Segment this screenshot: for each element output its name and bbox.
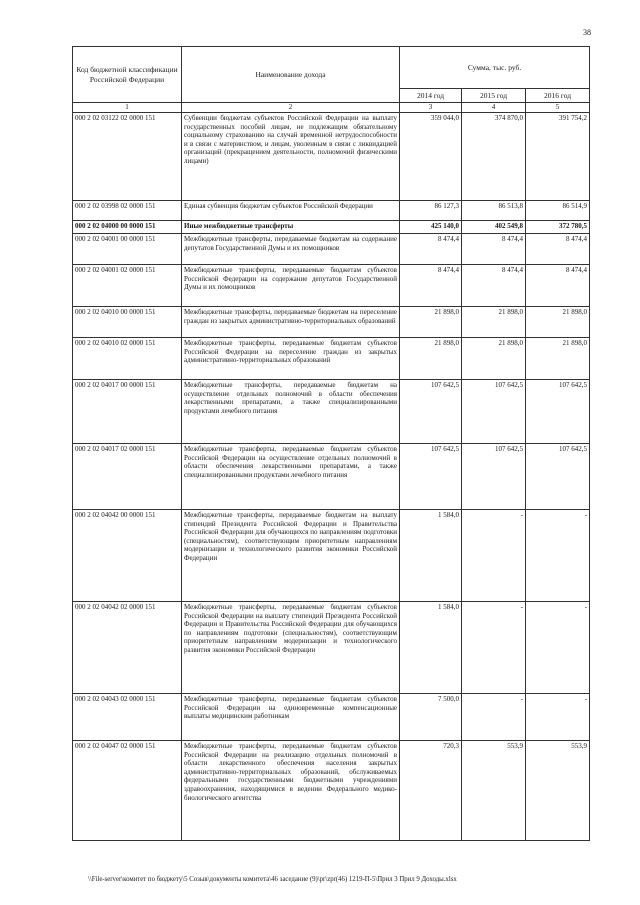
revenue-name-cell: Субвенции бюджетам субъектов Российской Федерации на выплату государственных пособий лицам, не подлежащим обязательному социальному страхованию на случай временной нетрудоспособности и в связи с материнством, и лицам, уволенным в связи с ликвидацией организаций (прекращением деятельности, полномочий физическими лицами) (182, 113, 400, 201)
amount-2016-cell: 8 474,4 (526, 234, 590, 265)
amount-2016-cell: - (526, 694, 590, 741)
table-row (73, 694, 590, 741)
revenue-name-cell: Единая субвенция бюджетам субъектов Российской Федерации (182, 201, 400, 221)
table-row (73, 307, 590, 338)
amount-2014-cell: 8 474,4 (400, 234, 462, 265)
budget-code-cell: 000 2 02 04001 00 0000 151 (73, 234, 182, 265)
budget-code-cell: 000 2 02 04017 02 0000 151 (73, 444, 182, 510)
amount-2016-cell: 391 754,2 (526, 113, 590, 201)
revenue-name-cell: Межбюджетные трансферты, передаваемые бюджетам на осуществление отдельных полномочий в области обеспечения лекарственными препаратами, а также специализированными продуктами лечебного питания (182, 380, 400, 444)
amount-2015-cell: 21 898,0 (462, 338, 526, 380)
budget-code-cell: 000 2 02 04010 00 0000 151 (73, 307, 182, 338)
header-sum: Сумма, тыс. руб. (400, 47, 590, 89)
amount-2015-cell: - (462, 602, 526, 694)
table-row (73, 221, 590, 234)
amount-2014-cell: 107 642,5 (400, 444, 462, 510)
header-code: Код бюджетной классификации Российской Федерации (73, 47, 182, 103)
budget-code-cell: 000 2 02 04010 02 0000 151 (73, 338, 182, 380)
budget-code-cell: 000 2 02 04042 00 0000 151 (73, 510, 182, 602)
amount-2014-cell: 720,3 (400, 741, 462, 841)
page-number: 38 (583, 28, 591, 37)
table-row (73, 201, 590, 221)
amount-2015-cell: - (462, 694, 526, 741)
table-row (73, 602, 590, 694)
column-number: 4 (462, 103, 526, 113)
table-row (73, 444, 590, 510)
revenue-name-cell: Иные межбюджетные трансферты (182, 221, 400, 234)
amount-2014-cell: 1 584,0 (400, 510, 462, 602)
budget-code-cell: 000 2 02 04001 02 0000 151 (73, 265, 182, 307)
amount-2015-cell: 8 474,4 (462, 234, 526, 265)
header-name: Наименование дохода (182, 47, 400, 103)
amount-2014-cell: 359 044,0 (400, 113, 462, 201)
column-number: 1 (73, 103, 182, 113)
revenue-name-cell: Межбюджетные трансферты, передаваемые бюджетам на переселение граждан из закрытых административно-территориальных образований (182, 307, 400, 338)
amount-2015-cell: 402 549,8 (462, 221, 526, 234)
amount-2014-cell: 7 500,0 (400, 694, 462, 741)
amount-2016-cell: 21 898,0 (526, 307, 590, 338)
budget-code-cell: 000 2 02 04047 02 0000 151 (73, 741, 182, 841)
table-row (73, 234, 590, 265)
amount-2015-cell: 8 474,4 (462, 265, 526, 307)
table-row (73, 338, 590, 380)
table-row (73, 741, 590, 841)
table-row (73, 510, 590, 602)
amount-2014-cell: 107 642,5 (400, 380, 462, 444)
revenue-name-cell: Межбюджетные трансферты, передаваемые бюджетам на выплату стипендий Президента Российской Федерации и Правительства Российской Федерации для обучающихся по направлениям подготовки (специальностям), соответствующим приоритетным направлениям модернизации и технологического развития экономики Российской Федерации (182, 510, 400, 602)
amount-2015-cell: 86 513,8 (462, 201, 526, 221)
amount-2016-cell: 372 780,5 (526, 221, 590, 234)
revenue-name-cell: Межбюджетные трансферты, передаваемые бюджетам субъектов Российской Федерации на единовременные компенсационные выплаты медицинским работникам (182, 694, 400, 741)
amount-2016-cell: 86 514,9 (526, 201, 590, 221)
revenue-name-cell: Межбюджетные трансферты, передаваемые бюджетам субъектов Российской Федерации на выплату стипендий Президента Российской Федерации и Правительства Российской Федерации для обучающихся по направлениям подготовки (специальностям), соответствующим приоритетным направлениям модернизации и технологического развития экономики Российской Федерации (182, 602, 400, 694)
revenue-name-cell: Межбюджетные трансферты, передаваемые бюджетам на содержание депутатов Государственной Думы и их помощников (182, 234, 400, 265)
amount-2016-cell: 8 474,4 (526, 265, 590, 307)
budget-code-cell: 000 2 02 04042 02 0000 151 (73, 602, 182, 694)
amount-2016-cell: 553,9 (526, 741, 590, 841)
amount-2014-cell: 86 127,3 (400, 201, 462, 221)
revenue-name-cell: Межбюджетные трансферты, передаваемые бюджетам субъектов Российской Федерации на содержание депутатов Государственной Думы и их помощников (182, 265, 400, 307)
amount-2014-cell: 1 584,0 (400, 602, 462, 694)
amount-2016-cell: 107 642,5 (526, 380, 590, 444)
amount-2015-cell: 107 642,5 (462, 444, 526, 510)
revenue-name-cell: Межбюджетные трансферты, передаваемые бюджетам субъектов Российской Федерации на переселение граждан из закрытых административно-территориальных образований (182, 338, 400, 380)
table-row (73, 380, 590, 444)
table-row (73, 265, 590, 307)
amount-2016-cell: - (526, 510, 590, 602)
amount-2016-cell: 107 642,5 (526, 444, 590, 510)
table-row (73, 113, 590, 201)
revenue-name-cell: Межбюджетные трансферты, передаваемые бюджетам субъектов Российской Федерации на осуществление отдельных полномочий в области обеспечения лекарственными препаратами, а также специализированными продуктами лечебного питания (182, 444, 400, 510)
budget-code-cell: 000 2 02 03122 02 0000 151 (73, 113, 182, 201)
header-year-2014: 2014 год (400, 89, 462, 103)
header-year-2016: 2016 год (526, 89, 590, 103)
budget-code-cell: 000 2 02 03998 02 0000 151 (73, 201, 182, 221)
amount-2016-cell: - (526, 602, 590, 694)
amount-2015-cell: 21 898,0 (462, 307, 526, 338)
column-number: 3 (400, 103, 462, 113)
budget-code-cell: 000 2 02 04017 00 0000 151 (73, 380, 182, 444)
amount-2015-cell: - (462, 510, 526, 602)
amount-2014-cell: 21 898,0 (400, 307, 462, 338)
amount-2014-cell: 425 140,0 (400, 221, 462, 234)
footer-file-path: \\File-server\комитет по бюджету\5 Созыв\документы комитета\46 заседание (9)\pr\zpr(46) 1219-П-5\Прил 3 Прил 9 Доходы.xlsx (88, 876, 457, 883)
amount-2016-cell: 21 898,0 (526, 338, 590, 380)
budget-code-cell: 000 2 02 04043 02 0000 151 (73, 694, 182, 741)
budget-code-cell: 000 2 02 04000 00 0000 151 (73, 221, 182, 234)
amount-2014-cell: 21 898,0 (400, 338, 462, 380)
column-number: 5 (526, 103, 590, 113)
revenue-table (72, 46, 590, 841)
amount-2015-cell: 553,9 (462, 741, 526, 841)
amount-2015-cell: 374 870,0 (462, 113, 526, 201)
column-number: 2 (182, 103, 400, 113)
amount-2014-cell: 8 474,4 (400, 265, 462, 307)
revenue-name-cell: Межбюджетные трансферты, передаваемые бюджетам субъектов Российской Федерации на реализацию отдельных полномочий в области лекарственного обеспечения населения закрытых административно-территориальных образований, обслуживаемых федеральными государственными бюджетными учреждениями здравоохранения, находящимися в ведении Федерального медико-биологического агентства (182, 741, 400, 841)
amount-2015-cell: 107 642,5 (462, 380, 526, 444)
header-year-2015: 2015 год (462, 89, 526, 103)
table-body (73, 113, 590, 841)
